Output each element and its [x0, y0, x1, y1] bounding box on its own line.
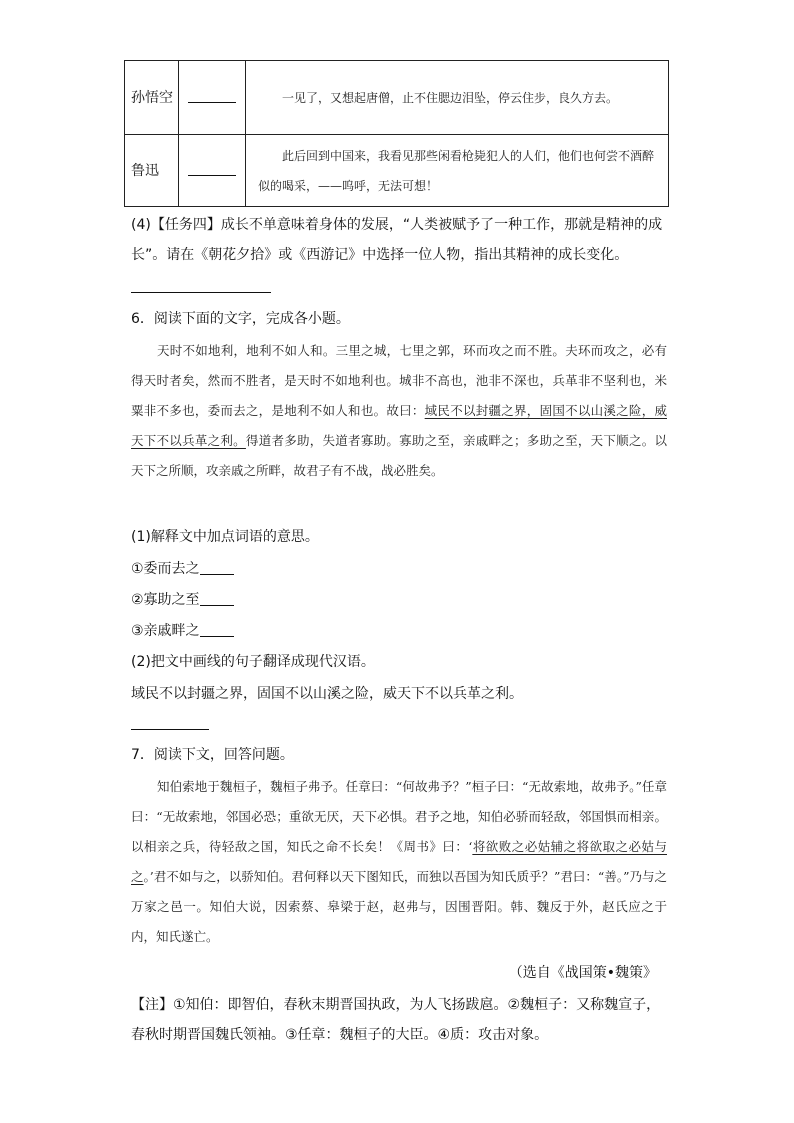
q6-item1: [131, 554, 671, 584]
q7-note-line1: 【注】①知伯：即智伯，春秋末期晋国执政，为人飞扬跋扈。②魏桓子：又称魏宣子，: [131, 997, 661, 1013]
table-row: [125, 61, 669, 135]
character-table: [124, 60, 669, 207]
answer-blank[interactable]: [200, 635, 234, 637]
passage-text: 得道者多助，失道者寡助。寡助之至，亲戚畔之；多助之至，天下顺之。以天下之所顺，攻亲戚之所畔，故君子有不战，战必胜矣。: [131, 433, 667, 478]
q7-passage: [131, 772, 667, 952]
item-label: ①委而去之: [131, 561, 200, 577]
q7-note-line2: 春秋时期晋国魏氏领袖。③任章：魏桓子的大臣。④质：攻击对象。: [131, 1027, 549, 1043]
quote-cell: 此后回到中国来，我看见那些闲看枪毙犯人的人们，他们也何尝不酒醉似的喝采，——呜呼，无法可想！: [246, 135, 669, 207]
q6-title: 6．阅读下面的文字，完成各小题。: [131, 311, 350, 327]
q7-title: 7．阅读下文，回答问题。: [131, 747, 294, 763]
answer-blank[interactable]: [179, 61, 246, 135]
answer-blank[interactable]: [200, 604, 234, 606]
q6-sub1: (1)解释文中加点词语的意思。: [131, 529, 319, 545]
q6-item3: [131, 616, 671, 646]
item-label: ③亲戚畔之: [131, 623, 200, 639]
passage-text: 知伯索地于魏桓子，魏桓子弗予。任章曰：“何故弗予？”桓子曰：“无故索地，故弗予。”任章曰：“无故索地，邻国必恐；重欲无厌，天下必惧。君予之地，知伯必骄而轻敌，邻国惧而相亲。以相亲之兵，待轻敌之国，知氏之命不长矣！《周书》曰：‘: [131, 779, 667, 854]
character-name: 鲁迅: [125, 135, 179, 207]
passage-text: 。’君不如与之，以骄知伯。君何释以天下图知氏，而独以吾国为知氏质乎？”君曰：“善。”乃与之万家之邑一。知伯大说，因索蔡、皋梁于赵，赵弗与，因围晋阳。韩、魏反于外，赵氏应之于内，知氏遂亡。: [131, 869, 667, 944]
underlined-sentence: 将欲败之必姑辅之将欲取之必姑与之: [131, 839, 667, 884]
answer-blank[interactable]: [179, 135, 246, 207]
q6-item2: [131, 585, 671, 615]
passage-text: 天时不如地利，地利不如人和。三里之城，七里之郭，环而攻之而不胜。夫环而攻之，必有得天时者矣，然而不胜者，是天时不如地利也。城非不高也，池非不深也，兵革非不坚利也，米粟非不多也，委而去之，是地利不如人和也。故曰：: [131, 343, 667, 418]
underlined-sentence: 域民不以封疆之界，固国不以山溪之险，威天下不以兵革之利。: [131, 403, 667, 448]
task4-line1: (4)【任务四】成长不单意味着身体的发展，“人类被赋予了一种工作，那就是精神的成: [131, 217, 663, 233]
q6-sub2: (2)把文中画线的句子翻译成现代汉语。: [131, 654, 375, 670]
item-label: ②寡助之至: [131, 592, 200, 608]
task4-line2: 长”。请在《朝花夕拾》或《西游记》中选择一位人物，指出其精神的成长变化。: [131, 247, 629, 263]
answer-line[interactable]: [131, 728, 209, 730]
quote-cell: 一见了，又想起唐僧，止不住腮边泪坠，停云住步，良久方去。: [246, 61, 669, 135]
q6-passage: [131, 336, 667, 486]
table-row: [125, 135, 669, 207]
q6-sentence: 域民不以封疆之界，固国不以山溪之险，威天下不以兵革之利。: [131, 686, 523, 702]
answer-blank[interactable]: [200, 573, 234, 575]
character-name: 孙悟空: [125, 61, 179, 135]
answer-line[interactable]: [131, 291, 271, 293]
q7-source: （选自《战国策•魏策》: [508, 965, 657, 981]
